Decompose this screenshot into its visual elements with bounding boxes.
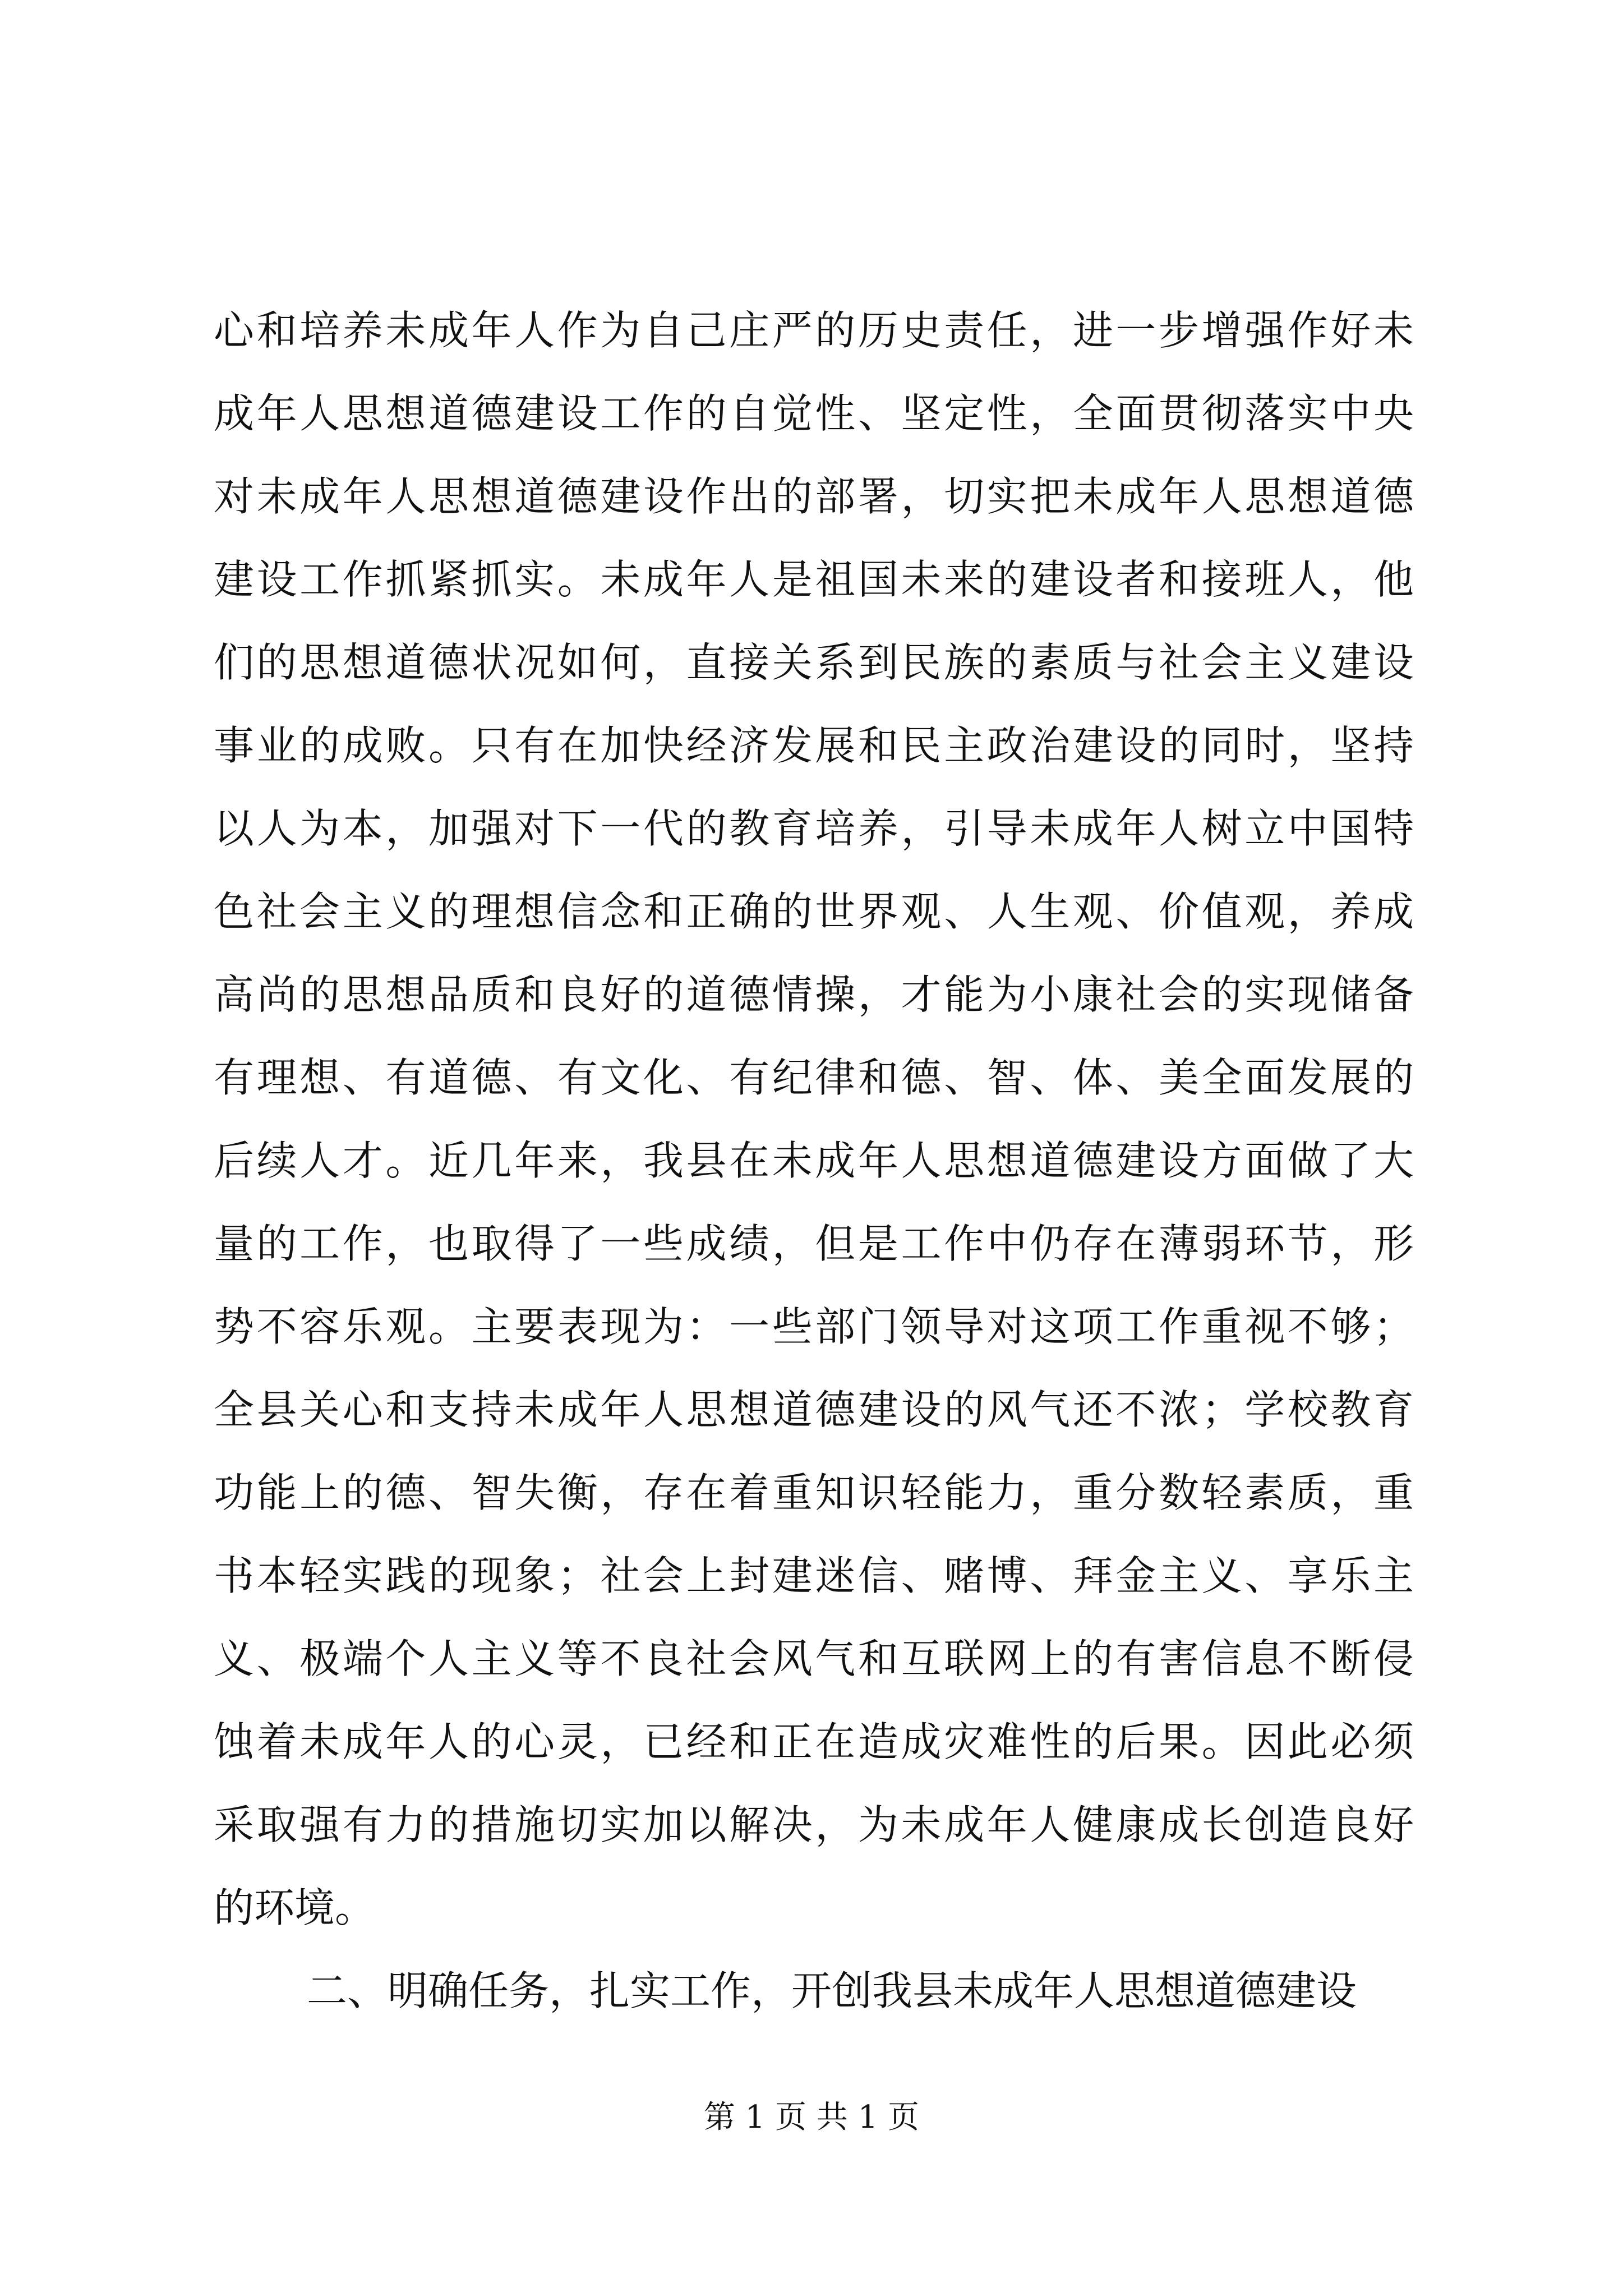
text-line: 高尚的思想品质和良好的道德情操，才能为小康社会的实现储备: [214, 971, 1414, 1018]
text-line: 量的工作，也取得了一些成绩，但是工作中仍存在薄弱环节，形: [214, 1220, 1414, 1267]
text-line: 的环境。: [214, 1884, 376, 1931]
text-line: 采取强有力的措施切实加以解决，为未成年人健康成长创造良好: [214, 1801, 1414, 1848]
text-line: 成年人思想道德建设工作的自觉性、坚定性，全面贯彻落实中央: [214, 390, 1414, 437]
text-line: 后续人才。近几年来，我县在未成年人思想道德建设方面做了大: [214, 1137, 1414, 1184]
text-line: 势不容乐观。主要表现为：一些部门领导对这项工作重视不够；: [214, 1303, 1414, 1350]
page-footer: 第 1 页 共 1 页: [703, 2099, 920, 2136]
text-line: 书本轻实践的现象；社会上封建迷信、赌博、拜金主义、享乐主: [214, 1552, 1414, 1599]
text-line: 有理想、有道德、有文化、有纪律和德、智、体、美全面发展的: [214, 1054, 1414, 1101]
body-text: [214, 289, 1414, 2032]
text-line: 色社会主义的理想信念和正确的世界观、人生观、价值观，养成: [214, 888, 1414, 935]
section-heading: 二、明确任务，扎实工作，开创我县未成年人思想道德建设: [307, 1967, 1357, 2014]
text-line: 事业的成败。只有在加快经济发展和民主政治建设的同时，坚持: [214, 722, 1414, 769]
text-line: 心和培养未成年人作为自己庄严的历史责任，进一步增强作好未: [214, 307, 1414, 354]
text-line: 以人为本，加强对下一代的教育培养，引导未成年人树立中国特: [214, 805, 1414, 852]
text-line: 对未成年人思想道德建设作出的部署，切实把未成年人思想道德: [214, 473, 1414, 520]
text-line: 蚀着未成年人的心灵，已经和正在造成灾难性的后果。因此必须: [214, 1718, 1414, 1765]
text-line: 建设工作抓紧抓实。未成年人是祖国未来的建设者和接班人，他: [214, 556, 1414, 603]
text-line: 功能上的德、智失衡，存在着重知识轻能力，重分数轻素质，重: [214, 1469, 1414, 1516]
text-line: 义、极端个人主义等不良社会风气和互联网上的有害信息不断侵: [214, 1635, 1414, 1682]
text-line: 全县关心和支持未成年人思想道德建设的风气还不浓；学校教育: [214, 1386, 1414, 1433]
text-line: 们的思想道德状况如何，直接关系到民族的素质与社会主义建设: [214, 639, 1414, 686]
